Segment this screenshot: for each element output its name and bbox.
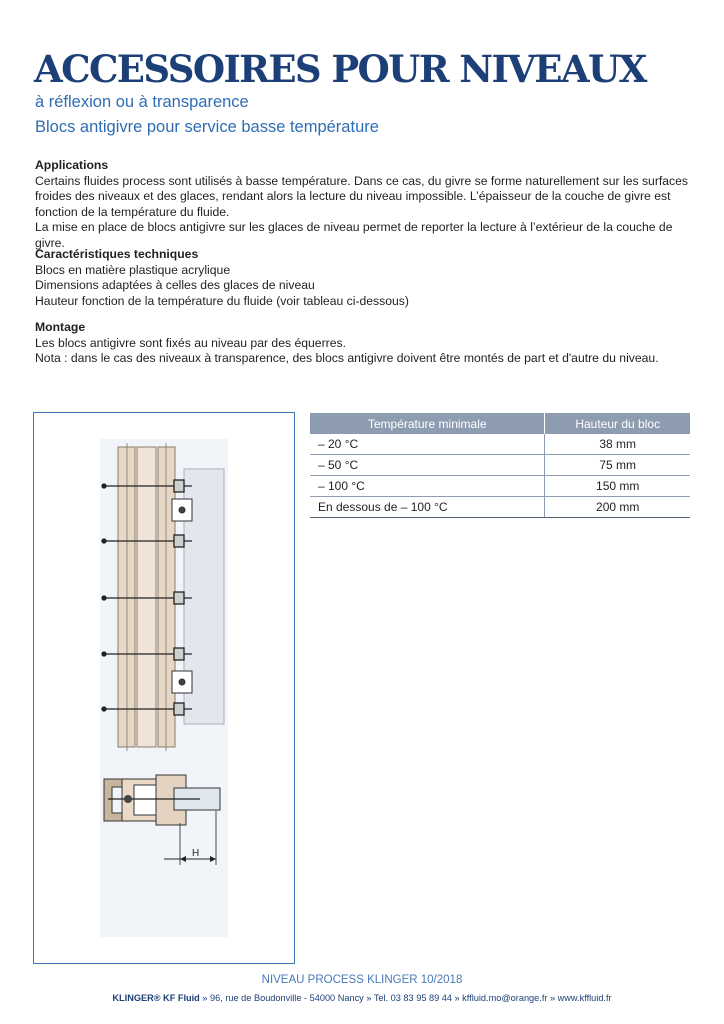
temperature-cell: – 50 °C (310, 455, 545, 476)
caracteristiques-line: Dimensions adaptées à celles des glaces de niveau (35, 278, 315, 292)
montage-line: Nota : dans le cas des niveaux à transparence, des blocs antigivre doivent être montés de part et d'autre du niveau. (35, 351, 659, 365)
temperature-height-table (310, 413, 690, 518)
temperature-cell: – 100 °C (310, 476, 545, 497)
table-header-row (310, 413, 690, 434)
level-body-right (158, 447, 175, 747)
column-header-temperature: Température minimale (310, 413, 545, 434)
caracteristiques-line: Hauteur fonction de la température du fluide (voir tableau ci-dessous) (35, 293, 409, 308)
hauteur-cell: 150 mm (545, 476, 690, 497)
table-row (310, 455, 690, 476)
montage-section (35, 320, 695, 367)
dimension-h-label: H (192, 848, 200, 859)
temperature-cell: – 20 °C (310, 434, 545, 455)
montage-heading: Montage (35, 320, 86, 334)
applications-line: froides des niveaux et des glaces, rendant alors la lecture du niveau impossible. L’épaisseur de la couche de givre est (35, 189, 671, 203)
technical-drawing-frame (33, 412, 295, 964)
hauteur-cell: 75 mm (545, 455, 690, 476)
table-row (310, 434, 690, 455)
caracteristiques-heading: Caractéristiques techniques (35, 247, 199, 261)
applications-line: fonction de la température du fluide. (35, 204, 230, 219)
hauteur-cell: 200 mm (545, 497, 690, 518)
subtitle-reflexion: à réflexion ou à transparence (35, 93, 249, 111)
level-body-center (137, 447, 156, 747)
montage-line: Les blocs antigivre sont fixés au niveau par des équerres. (35, 335, 346, 350)
footer-doc-reference: NIVEAU PROCESS KLINGER 10/2018 (261, 974, 463, 986)
table-row (310, 476, 690, 497)
technical-drawing (34, 413, 296, 965)
subtitle-blocs: Blocs antigivre pour service basse température (35, 118, 379, 136)
hauteur-cell: 38 mm (545, 434, 690, 455)
applications-line: Certains fluides process sont utilisés à basse température. Dans ce cas, du givre se forme naturellement sur les surfaces (35, 173, 689, 188)
caracteristiques-line: Blocs en matière plastique acrylique (35, 262, 231, 277)
column-header-hauteur: Hauteur du bloc (545, 413, 690, 434)
applications-section (35, 158, 695, 251)
caracteristiques-section (35, 247, 695, 309)
page-title: ACCESSOIRES POUR NIVEAUX (34, 47, 646, 91)
footer-company: KLINGER® KF Fluid (112, 993, 200, 1003)
footer-address: » 96, rue de Boudonville - 54000 Nancy » Tel. 03 83 95 89 44 » kffluid.mo@orange.fr » www.kffluid.fr (199, 993, 612, 1003)
table-row (310, 497, 690, 518)
applications-line: La mise en place de blocs antigivre sur les glaces de niveau permet de reporter la lecture à l’extérieur de la couche de givre. (35, 220, 673, 250)
applications-heading: Applications (35, 158, 109, 172)
level-body-left (118, 447, 135, 747)
temperature-cell: En dessous de – 100 °C (310, 497, 545, 518)
footer-contact (0, 993, 724, 1003)
